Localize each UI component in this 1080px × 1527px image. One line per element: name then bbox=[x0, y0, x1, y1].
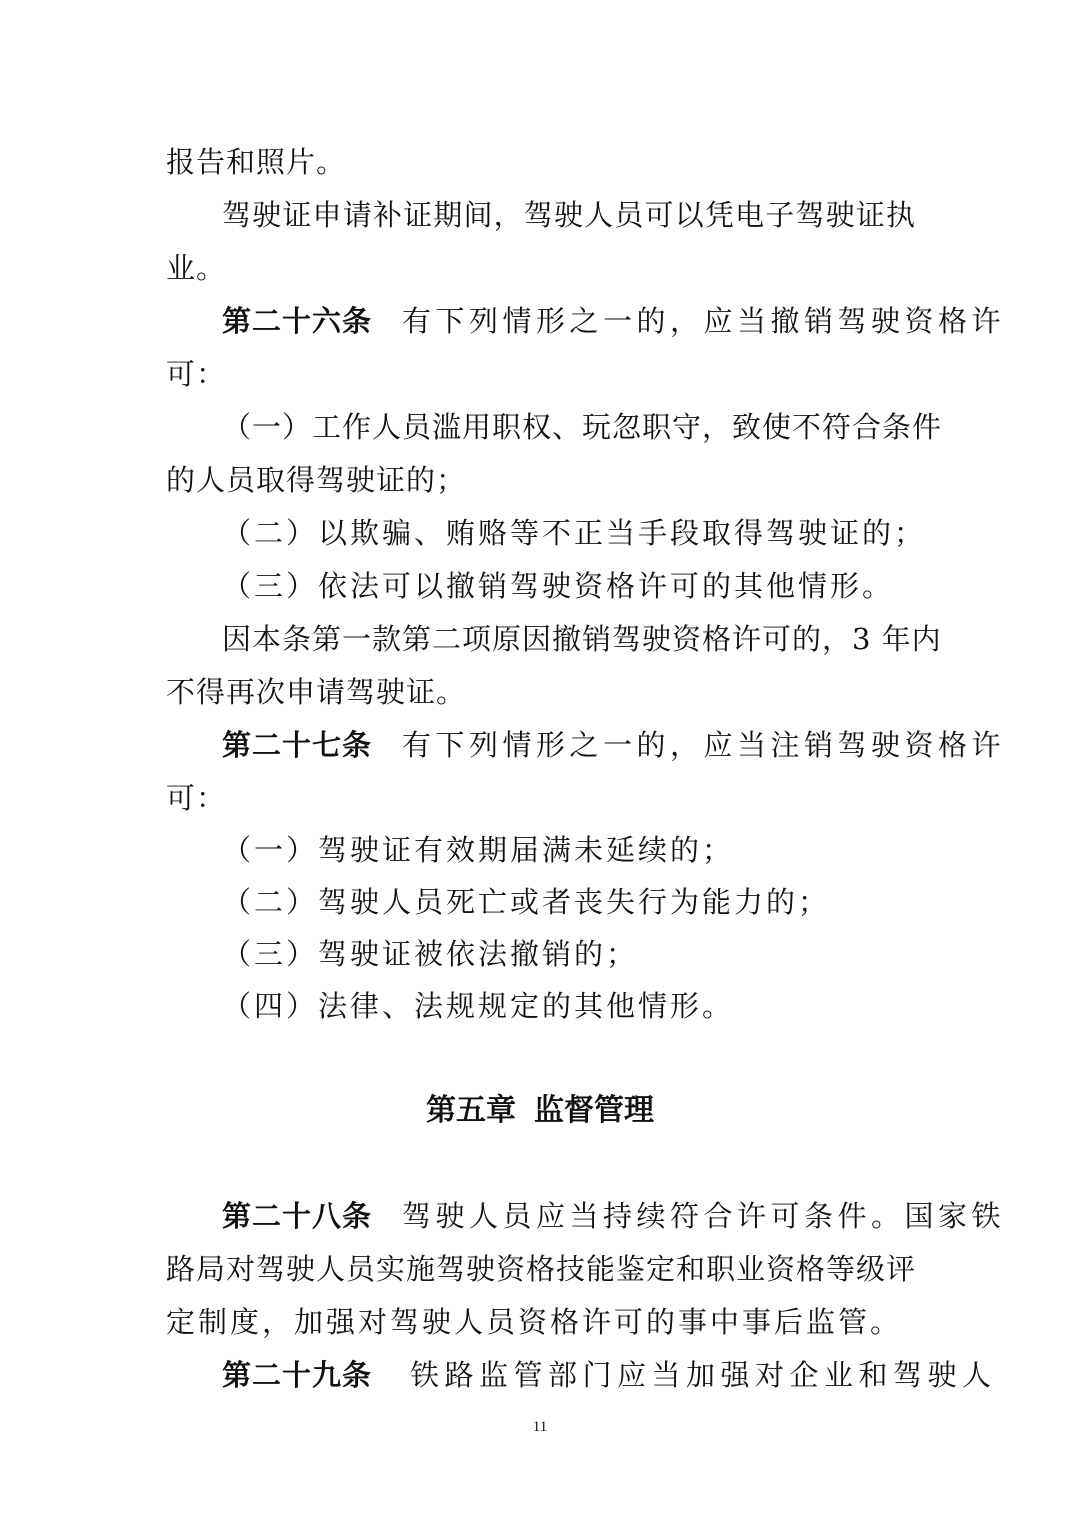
list-item: （一）工作人员滥用职权、玩忽职守，致使不符合条件 bbox=[222, 410, 943, 444]
article-27-text: 有下列情形之一的，应当注销驾驶资格许 bbox=[402, 728, 1006, 762]
article-26-line bbox=[222, 303, 1006, 339]
article-29-text: 铁路监管部门应当加强对企业和驾驶人 bbox=[410, 1358, 997, 1392]
text-line: 可： bbox=[166, 781, 227, 815]
article-29-heading: 第二十九条 bbox=[222, 1358, 373, 1392]
article-27-heading: 第二十七条 bbox=[222, 728, 373, 762]
list-item: （二）驾驶人员死亡或者丧失行为能力的； bbox=[222, 885, 831, 919]
list-item: （三）驾驶证被依法撤销的； bbox=[222, 937, 639, 971]
chapter-heading bbox=[0, 1093, 1080, 1129]
list-item: （一）驾驶证有效期届满未延续的； bbox=[222, 833, 735, 867]
article-28-heading: 第二十八条 bbox=[222, 1199, 373, 1233]
text-line: 报告和照片。 bbox=[166, 145, 347, 179]
text-line: 不得再次申请驾驶证。 bbox=[166, 675, 467, 709]
text-line: 驾驶证申请补证期间，驾驶人员可以凭电子驾驶证执 bbox=[222, 198, 916, 232]
text-line: 业。 bbox=[166, 251, 227, 285]
article-29-line bbox=[222, 1357, 997, 1393]
article-28-text: 驾驶人员应当持续符合许可条件。国家铁 bbox=[402, 1199, 1006, 1233]
article-26-heading: 第二十六条 bbox=[222, 304, 373, 338]
chapter-number: 第五章 bbox=[426, 1093, 516, 1128]
text-line: 的人员取得驾驶证的； bbox=[166, 463, 467, 497]
list-item: （四）法律、法规规定的其他情形。 bbox=[222, 989, 735, 1023]
text-line: 定制度，加强对驾驶人员资格许可的事中事后监管。 bbox=[166, 1305, 903, 1339]
article-28-line bbox=[222, 1198, 1006, 1234]
page-number: 11 bbox=[532, 1419, 548, 1435]
text-line: 因本条第一款第二项原因撤销驾驶资格许可的，3 年内 bbox=[222, 622, 942, 656]
article-26-text: 有下列情形之一的，应当撤销驾驶资格许 bbox=[402, 304, 1006, 338]
list-item: （三）依法可以撤销驾驶资格许可的其他情形。 bbox=[222, 569, 895, 603]
text-line: 可： bbox=[166, 357, 227, 391]
article-27-line bbox=[222, 727, 1006, 763]
chapter-title: 监督管理 bbox=[534, 1093, 654, 1128]
text-line: 路局对驾驶人员实施驾驶资格技能鉴定和职业资格等级评 bbox=[166, 1252, 917, 1286]
list-item: （二）以欺骗、贿赂等不正当手段取得驾驶证的； bbox=[222, 516, 927, 550]
